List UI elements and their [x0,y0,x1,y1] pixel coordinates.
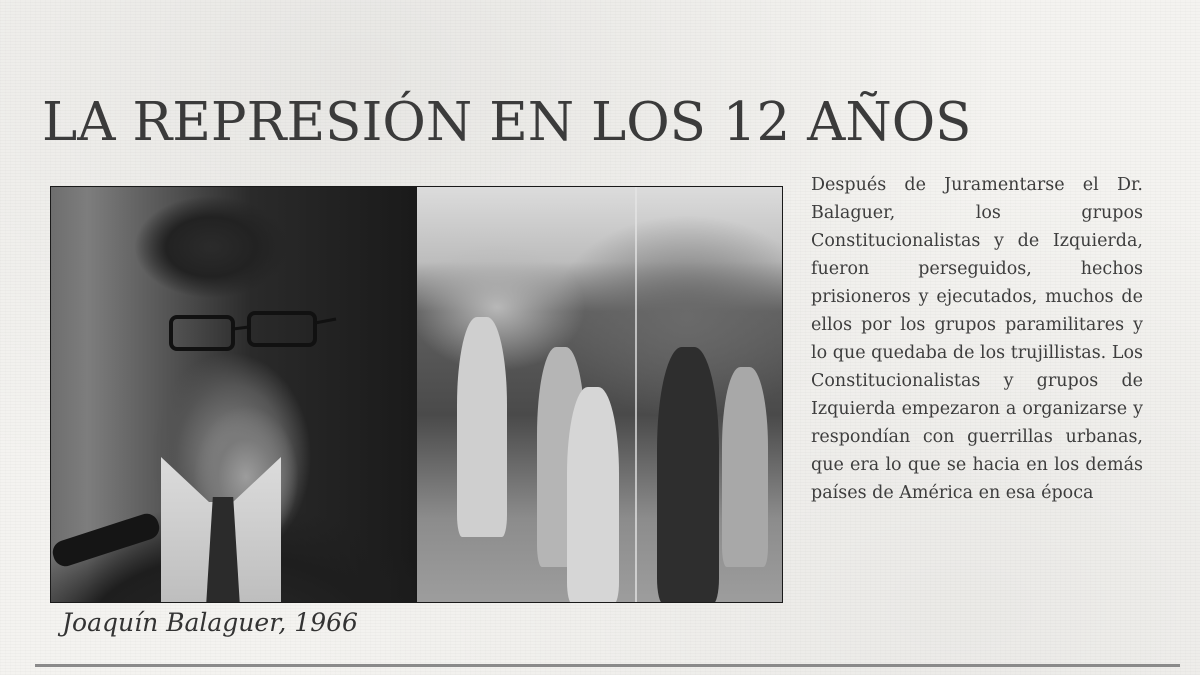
soldier-figure [457,317,507,537]
glasses-icon [131,307,341,367]
body-paragraph: Después de Juramentarse el Dr. Balaguer, los grupos Constitucionalistas y de Izquierda, fueron perseguidos, hechos prisioneros y ejecutados, muchos de ellos por los grupos paramilitares y lo que quedaba de los trujillistas. Los Constitucionalistas y grupos de Izquierda empezaron a organizarse y respondían con guerrillas urbanas, que era lo que se hacia en los demás países de América en esa época [811,175,1143,503]
microphone-icon [50,511,162,570]
street-soldiers-photo [416,186,783,603]
soldier-figure [657,347,719,603]
soldier-figure [722,367,768,567]
bottom-rule [35,664,1180,667]
slide-title: LA REPRESIÓN EN LOS 12 AÑOS [42,92,972,153]
photo-seam [635,187,637,602]
balaguer-portrait-photo [50,186,416,603]
soldier-figure [567,387,619,603]
photo-caption: Joaquín Balaguer, 1966 [62,608,358,637]
